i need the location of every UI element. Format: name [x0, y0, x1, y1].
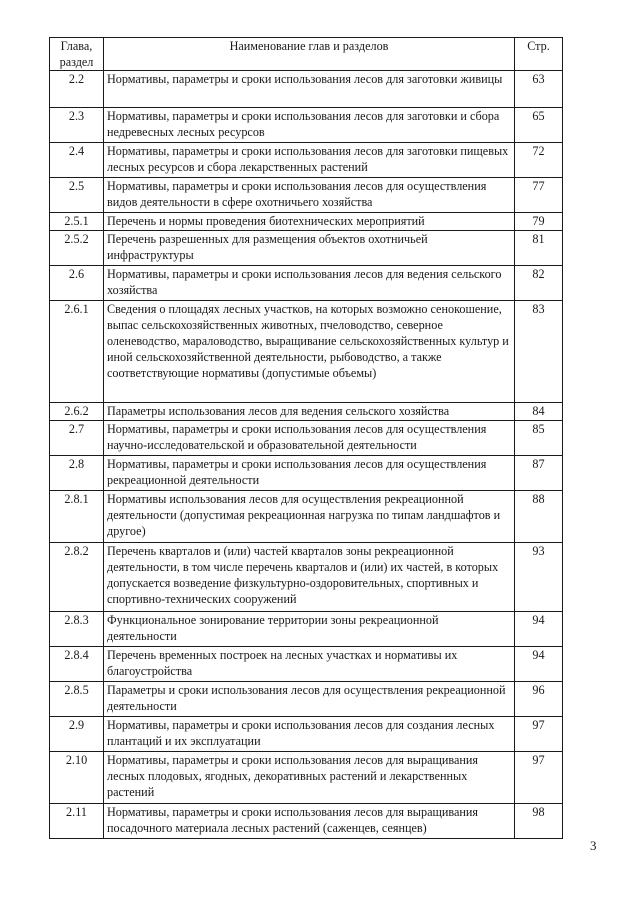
chapter-page: 97: [515, 752, 563, 804]
chapter-title: Нормативы, параметры и сроки использования лесов для создания лесных плантаций и их эксплуатации: [104, 717, 515, 752]
chapter-title: Нормативы, параметры и сроки использования лесов для заготовки пищевых лесных ресурсов и сбора лекарственных растений: [104, 143, 515, 178]
chapter-title: Перечень разрешенных для размещения объектов охотничьей инфраструктуры: [104, 231, 515, 266]
table-row: [50, 231, 563, 266]
table-row: [50, 682, 563, 717]
chapter-page: 88: [515, 491, 563, 543]
chapter-title: Нормативы использования лесов для осуществления рекреационной деятельности (допустимая рекреационная нагрузка по типам ландшафтов и другое): [104, 491, 515, 543]
chapter-title: Перечень временных построек на лесных участках и нормативы их благоустройства: [104, 647, 515, 682]
table-row: [50, 647, 563, 682]
chapter-number: 2.6: [50, 266, 104, 301]
chapter-page: 79: [515, 213, 563, 231]
table-row: [50, 752, 563, 804]
chapter-number: 2.5.2: [50, 231, 104, 266]
chapter-number: 2.10: [50, 752, 104, 804]
table-row: [50, 301, 563, 403]
chapter-number: 2.8.3: [50, 612, 104, 647]
chapter-page: 65: [515, 108, 563, 143]
chapter-title: Нормативы, параметры и сроки использования лесов для осуществления научно-исследовательской и образовательной деятельности: [104, 421, 515, 456]
column-header-title: Наименование глав и разделов: [104, 38, 515, 71]
chapter-page: 84: [515, 403, 563, 421]
table-header-row: [50, 38, 563, 71]
chapter-number: 2.8.2: [50, 543, 104, 612]
chapter-number: 2.2: [50, 71, 104, 108]
chapter-page: 94: [515, 647, 563, 682]
chapter-title: Перечень кварталов и (или) частей кварталов зоны рекреационной деятельности, в том числе перечень кварталов и (или) их частей, в которых допускается возведение физкультурно-оздоровительных, спортивных и спортивно-технических сооружений: [104, 543, 515, 612]
chapter-title: Нормативы, параметры и сроки использования лесов для выращивания лесных плодовых, ягодных, декоративных растений и лекарственных растений: [104, 752, 515, 804]
chapter-title: Нормативы, параметры и сроки использования лесов для осуществления рекреационной деятельности: [104, 456, 515, 491]
chapter-number: 2.6.1: [50, 301, 104, 403]
chapter-page: 93: [515, 543, 563, 612]
chapter-page: 87: [515, 456, 563, 491]
table-row: [50, 717, 563, 752]
chapter-number: 2.8.1: [50, 491, 104, 543]
chapter-title: Нормативы, параметры и сроки использования лесов для заготовки и сбора недревесных лесных ресурсов: [104, 108, 515, 143]
chapter-page: 85: [515, 421, 563, 456]
chapter-number: 2.11: [50, 804, 104, 839]
table-row: [50, 491, 563, 543]
table-row: [50, 266, 563, 301]
chapter-number: 2.7: [50, 421, 104, 456]
table-row: [50, 71, 563, 108]
chapter-title: Нормативы, параметры и сроки использования лесов для осуществления видов деятельности в сфере охотничьего хозяйства: [104, 178, 515, 213]
page-number: 3: [590, 838, 597, 853]
chapter-number: 2.9: [50, 717, 104, 752]
chapter-page: 94: [515, 612, 563, 647]
chapter-page: 63: [515, 71, 563, 108]
table-row: [50, 804, 563, 839]
chapter-page: 98: [515, 804, 563, 839]
table-row: [50, 543, 563, 612]
chapter-title: Параметры и сроки использования лесов для осуществления рекреационной деятельности: [104, 682, 515, 717]
chapter-number: 2.4: [50, 143, 104, 178]
chapter-title: Функциональное зонирование территории зоны рекреационной деятельности: [104, 612, 515, 647]
table-row: [50, 421, 563, 456]
table-row: [50, 456, 563, 491]
chapter-page: 72: [515, 143, 563, 178]
chapter-title: Нормативы, параметры и сроки использования лесов для ведения сельского хозяйства: [104, 266, 515, 301]
chapter-number: 2.6.2: [50, 403, 104, 421]
table-row: [50, 143, 563, 178]
table-of-contents: [49, 37, 563, 839]
chapter-number: 2.8.4: [50, 647, 104, 682]
chapter-page: 77: [515, 178, 563, 213]
column-header-page: Стр.: [515, 38, 563, 71]
chapter-number: 2.5.1: [50, 213, 104, 231]
table-row: [50, 178, 563, 213]
chapter-title: Перечень и нормы проведения биотехнических мероприятий: [104, 213, 515, 231]
chapter-number: 2.8: [50, 456, 104, 491]
table-row: [50, 108, 563, 143]
chapter-page: 82: [515, 266, 563, 301]
chapter-title: Нормативы, параметры и сроки использования лесов для выращивания посадочного материала лесных растений (саженцев, сеянцев): [104, 804, 515, 839]
chapter-title: Параметры использования лесов для ведения сельского хозяйства: [104, 403, 515, 421]
chapter-title: Сведения о площадях лесных участков, на которых возможно сенокошение, выпас сельскохозяйственных животных, пчеловодство, северное оленеводство, мараловодство, выращивание сельскохозяйственных культур и иной сельскохозяйственной деятельности, рыбоводство, а также соответствующие нормативы (допустимые объемы): [104, 301, 515, 403]
chapter-page: 81: [515, 231, 563, 266]
table-row: [50, 612, 563, 647]
table-row: [50, 403, 563, 421]
chapter-title: Нормативы, параметры и сроки использования лесов для заготовки живицы: [104, 71, 515, 108]
chapter-page: 97: [515, 717, 563, 752]
chapter-page: 96: [515, 682, 563, 717]
table-row: [50, 213, 563, 231]
chapter-number: 2.3: [50, 108, 104, 143]
column-header-chapter: Глава, раздел: [50, 38, 104, 71]
chapter-page: 83: [515, 301, 563, 403]
chapter-number: 2.5: [50, 178, 104, 213]
chapter-number: 2.8.5: [50, 682, 104, 717]
